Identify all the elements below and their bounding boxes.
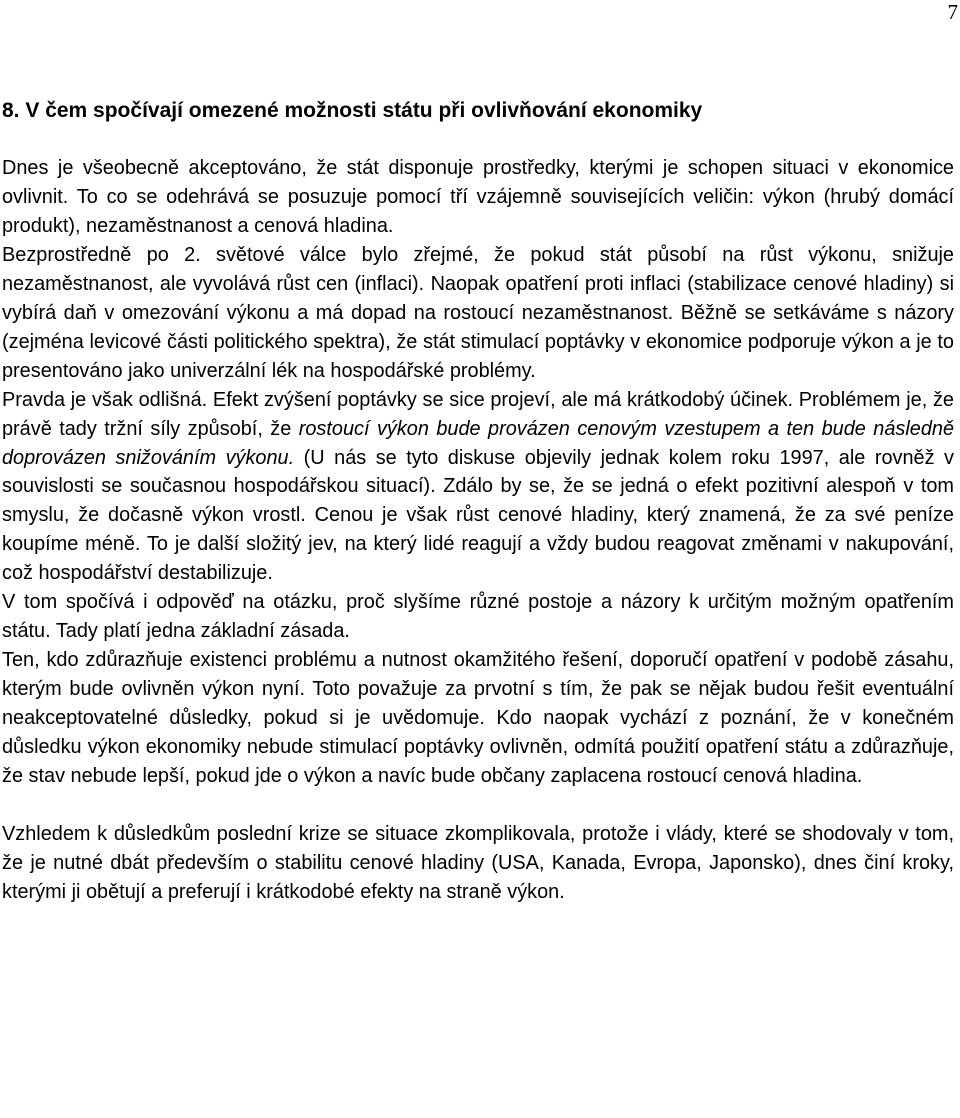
paragraph-reality-emphasis: rostoucí výkon bude provázen cenovým vzestupem a ten bude následně doprovázen snižováním výkonu.: [2, 417, 955, 469]
page-number: 7: [947, 0, 958, 24]
paragraph-reality-text-a: Pravda je však odlišná. Efekt zvýšení poptávky se sice projeví, ale má krátkodobý účinek. Problémem je, že právě tady tržní síly způsobí, že: [2, 388, 954, 440]
paragraph-spacer: [2, 791, 954, 820]
section-heading: 8. V čem spočívají omezené možnosti státu při ovlivňování ekonomiky: [2, 99, 703, 122]
paragraph-postwar: Bezprostředně po 2. světové válce bylo zřejmé, že pokud stát působí na růst výkonu, snižuje nezaměstnanost, ale vyvolává růst cen (inflaci). Naopak opatření proti inflaci (stabilizace cenové hladiny) si vybírá daň v omezování výkonu a má dopad na rostoucí nezaměstnanost. Běžně se setkáváme s názory (zejména levicové části politického spektra), že stát stimulací poptávky v ekonomice podporuje výkon a je to presentováno jako univerzální lék na hospodářské problémy.: [2, 243, 954, 382]
paragraph-approaches: Ten, kdo zdůrazňuje existenci problému a nutnost okamžitého řešení, doporučí opatření v podobě zásahu, kterým bude ovlivněn výkon nyní. Toto považuje za prvotní s tím, že pak se nějak budou řešit eventuální neakceptovatelné důsledky, pokud si je uvědomuje. Kdo naopak vychází z poznání, že v konečném důsledku výkon ekonomiky nebude stimulací poptávky ovlivněn, odmítá použití opatření státu a zdůrazňuje, že stav nebude lepší, pokud jde o výkon a navíc bude občany zaplacena rostoucí cenová hladina.: [2, 649, 954, 788]
paragraph-answer: V tom spočívá i odpověď na otázku, proč slyšíme různé postoje a názory k určitým možným opatřením státu. Tady platí jedna základní zásada.: [2, 591, 954, 643]
document-body: [2, 154, 954, 907]
paragraph-reality: [2, 386, 954, 589]
paragraph-crisis: Vzhledem k důsledkům poslední krize se situace zkomplikovala, protože i vlády, které se shodovaly v tom, že je nutné dbát především o stabilitu cenové hladiny (USA, Kanada, Evropa, Japonsko), dnes činí kroky, kterými ji obětují a preferují i krátkodobé efekty na straně výkon.: [2, 822, 954, 903]
paragraph-intro: Dnes je všeobecně akceptováno, že stát disponuje prostředky, kterými je schopen situaci v ekonomice ovlivnit. To co se odehrává se posuzuje pomocí tří vzájemně souvisejících veličin: výkon (hrubý domácí produkt), nezaměstnanost a cenová hladina.: [2, 157, 954, 237]
paragraph-reality-text-b: (U nás se tyto diskuse objevily jednak kolem roku 1997, ale rovněž v souvislosti se současnou hospodářskou situací). Zdálo by se, že se jedná o efekt pozitivní alespoň v tom smyslu, že dočasně výkon vrostl. Cenou je však růst cenové hladiny, který znamená, že za své peníze koupíme méně. To je další složitý jev, na který lidé reagují a vždy budou reagovat změnami v nakupování, což hospodářství destabilizuje.: [2, 446, 954, 585]
